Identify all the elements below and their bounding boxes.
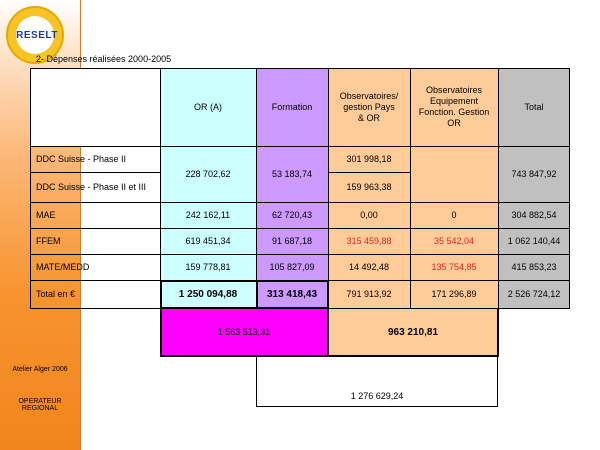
mate-or: 159 778,81 [160,254,256,280]
grid-line [328,68,329,308]
mae-obs: 0,00 [328,202,410,228]
ddc-phase2-3-obs: 159 963,38 [328,172,410,202]
row-label-mate: MATE/MEDD [36,261,90,272]
mate-obs: 14 492,48 [328,254,410,280]
bold-border [160,280,328,282]
subtotal-border [327,308,329,356]
bottom-border [256,356,257,406]
header-or: OR (A) [160,68,256,146]
header-blank [30,68,160,146]
header-total: Total [498,68,570,146]
ffem-equip: 35 542,04 [410,228,498,254]
ddc-or: 228 702,62 [160,146,256,202]
ffem-formation: 91 687,18 [256,228,328,254]
bold-border [256,280,258,308]
grid-line [30,254,570,255]
total-or: 1 250 094,88 [160,280,256,308]
event-label: Atelier Alger 2006 [12,366,68,373]
header-observatoires: Observatoires/ gestion Pays & OR [328,68,410,146]
grid-line [256,68,257,308]
grid-line [410,68,411,308]
mate-equip: 135 754,85 [410,254,498,280]
grid-line [30,146,570,147]
total-formation: 313 418,43 [256,280,328,308]
ddc-equip [410,146,498,202]
section-heading: 2- Dépenses réalisées 2000-2005 [36,54,172,64]
mate-formation: 105 827,09 [256,254,328,280]
bold-border [160,280,162,308]
subtotal-border [160,308,162,356]
grid-line [498,68,499,308]
ffem-or: 619 451,34 [160,228,256,254]
mae-formation: 62 720,43 [256,202,328,228]
grid-line [569,68,570,308]
total-equip: 171 296,89 [410,280,498,308]
header-formation: Formation [256,68,328,146]
ffem-obs: 315 459,88 [328,228,410,254]
mae-or: 242 162,11 [160,202,256,228]
mae-equip: 0 [410,202,498,228]
role-label: OPERATEUR REGIONAL [18,398,62,412]
bold-border [160,307,328,309]
subtotal-bottom: 1 276 629,24 [350,391,404,401]
grid-line [30,228,570,229]
grid-line [328,172,410,173]
mate-total: 415 853,23 [498,254,570,280]
grid-line [160,68,161,308]
bottom-border [256,406,498,407]
row-label-total: Total en € [36,288,76,299]
ddc-formation: 53 183,74 [256,146,328,202]
row-label-ddc-phase2: DDC Suisse - Phase II [36,153,127,164]
total-total: 2 526 724,12 [498,280,570,308]
total-obs: 791 913,92 [328,280,410,308]
row-label-ddc-phase2-3: DDC Suisse - Phase II et III [36,181,147,192]
row-label-mae: MAE [36,209,56,220]
subtotal-or-formation: 1 563 513,31 [160,308,328,356]
subtotal-border [497,308,499,356]
grid-line [30,172,160,173]
grid-line [30,68,570,69]
subtotal-border [160,355,499,357]
ddc-phase2-obs: 301 998,18 [328,146,410,172]
grid-line [30,202,570,203]
ffem-total: 1 062 140,44 [498,228,570,254]
bottom-border [497,356,498,406]
logo-text: RESELT [16,30,58,41]
header-equipement: Observatoires Equipement Fonction. Gestion OR [410,68,498,146]
mae-total: 304 882,54 [498,202,570,228]
ddc-total: 743 847,92 [498,146,570,202]
subtotal-observatoires: 963 210,81 [328,308,498,356]
bold-border [327,280,329,308]
grid-line [30,68,31,308]
row-label-ffem: FFEM [36,235,61,246]
